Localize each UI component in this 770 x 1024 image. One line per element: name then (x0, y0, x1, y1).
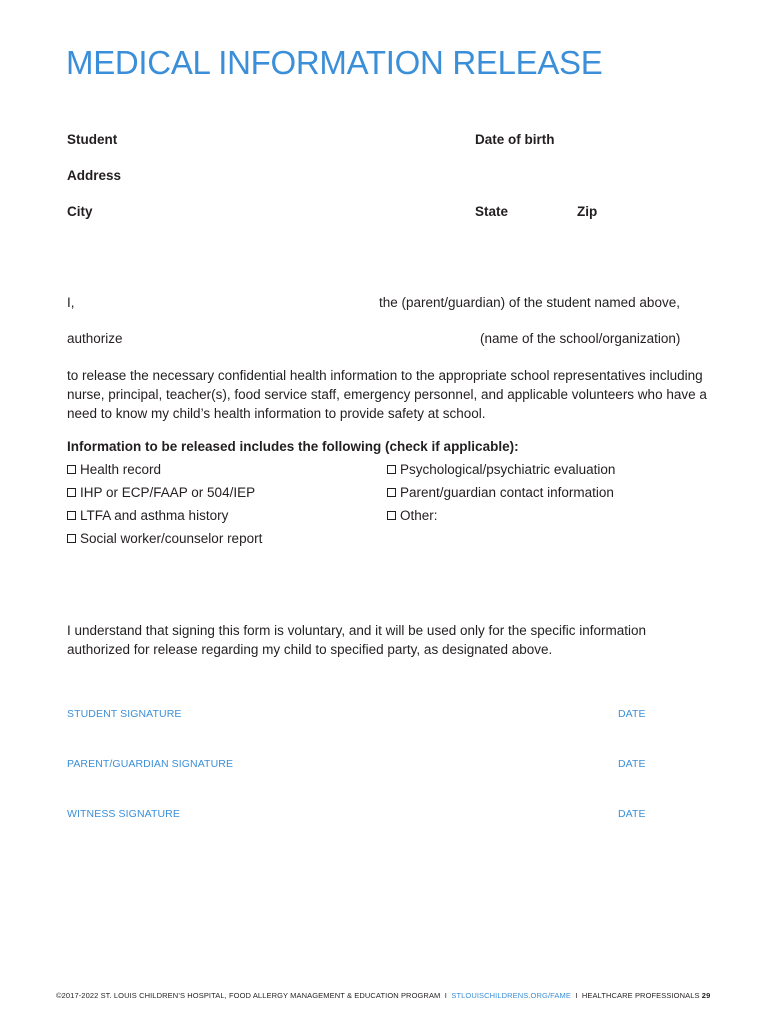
checkbox-other[interactable] (387, 508, 438, 523)
school-name-text: (name of the school/organization) (480, 331, 681, 346)
checkbox-icon[interactable] (387, 511, 396, 520)
checkbox-icon[interactable] (387, 488, 396, 497)
footer-link[interactable]: STLOUISCHILDRENS.ORG/FAME (451, 991, 571, 1000)
checkbox-label: Social worker/counselor report (80, 531, 263, 546)
checkbox-label: Other: (400, 508, 438, 523)
checkbox-label: IHP or ECP/FAAP or 504/IEP (80, 485, 256, 500)
checkbox-ltfa[interactable] (67, 508, 228, 523)
release-paragraph: to release the necessary confidential health information to the appropriate school representatives including nurse, principal, teacher(s), food service staff, emergency personnel, and applicable volunteers who have a need to know my child’s health information to provide safety at school. (67, 368, 707, 421)
parent-guardian-text: the (parent/guardian) of the student named above, (379, 295, 680, 310)
checkbox-ihp[interactable] (67, 485, 255, 500)
student-label: Student (67, 132, 118, 147)
authorize-label: authorize (67, 331, 123, 346)
footer-section: HEALTHCARE PROFESSIONALS (581, 991, 700, 1000)
footer-copyright: ©2017-2022 ST. LOUIS CHILDREN’S HOSPITAL, FOOD ALLERGY MANAGEMENT & EDUCATION PROGRAM (56, 991, 441, 1000)
checkbox-icon[interactable] (67, 534, 76, 543)
checkbox-icon[interactable] (67, 488, 76, 497)
consent-paragraph: I understand that signing this form is voluntary, and it will be used only for the specific information authorized for release regarding my child to specified party, as designated above. (67, 623, 647, 657)
state-label: State (475, 204, 509, 219)
parent-date-label: DATE (618, 758, 646, 770)
parent-signature-label: PARENT/GUARDIAN SIGNATURE (67, 758, 234, 770)
checkbox-label: Parent/guardian contact information (400, 485, 614, 500)
page-footer (56, 991, 710, 1000)
checkbox-icon[interactable] (387, 465, 396, 474)
checkbox-icon[interactable] (67, 465, 76, 474)
checkbox-label: LTFA and asthma history (80, 508, 229, 523)
footer-page-number: 29 (701, 991, 711, 1000)
footer-separator: I (444, 991, 447, 1000)
witness-signature-label: WITNESS SIGNATURE (67, 808, 180, 820)
checkbox-label: Health record (80, 462, 162, 477)
student-date-label: DATE (618, 708, 646, 720)
i-label: I, (67, 295, 75, 310)
checkbox-parent-contact[interactable] (387, 485, 614, 500)
city-label: City (67, 204, 93, 219)
checkbox-psych[interactable] (387, 462, 615, 477)
address-label: Address (67, 168, 122, 183)
checkbox-label: Psychological/psychiatric evaluation (400, 462, 616, 477)
checkbox-icon[interactable] (67, 511, 76, 520)
checkbox-social-worker[interactable] (67, 531, 262, 546)
checkbox-health-record[interactable] (67, 462, 161, 477)
page-title: MEDICAL INFORMATION RELEASE (66, 44, 603, 81)
zip-label: Zip (577, 204, 598, 219)
footer-separator: I (575, 991, 578, 1000)
witness-date-label: DATE (618, 808, 646, 820)
info-heading: Information to be released includes the following (check if applicable): (67, 439, 519, 454)
student-signature-label: STUDENT SIGNATURE (67, 708, 182, 720)
dob-label: Date of birth (475, 132, 555, 147)
